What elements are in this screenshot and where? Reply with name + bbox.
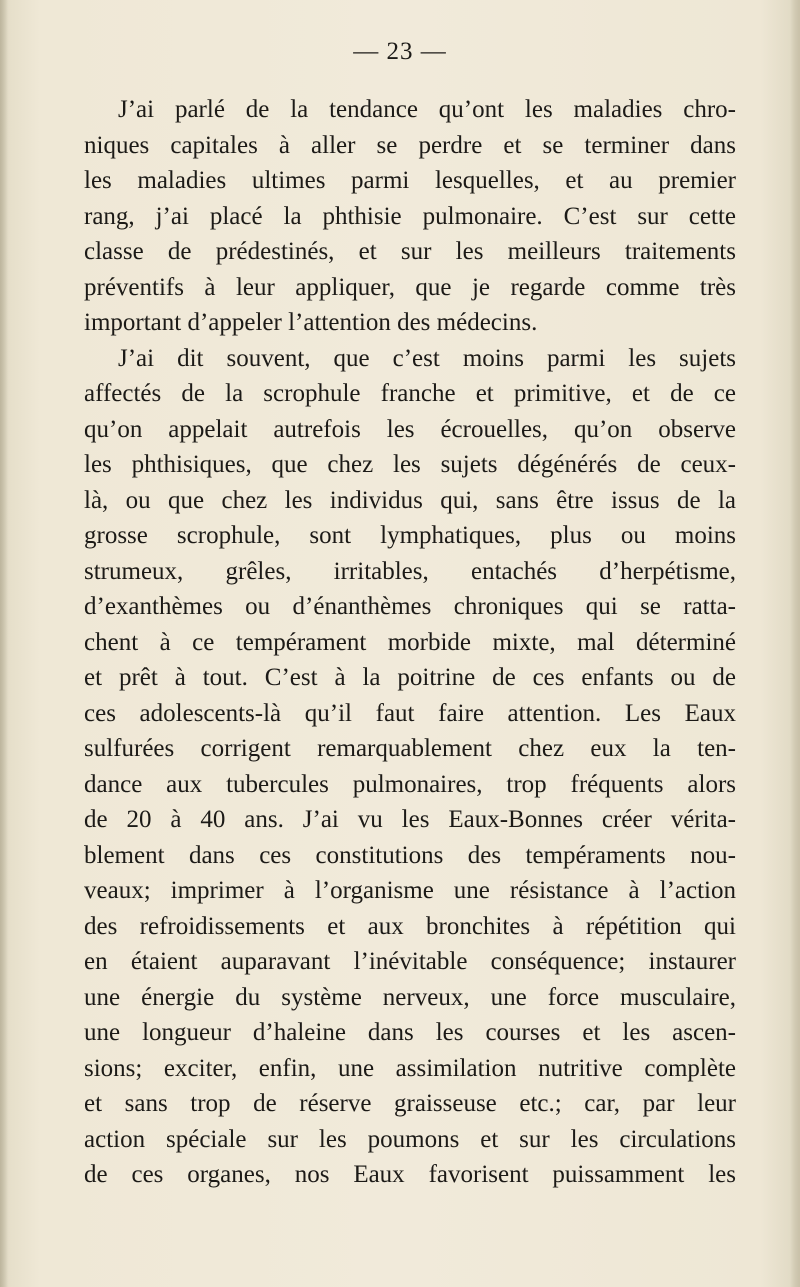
text-line: et prêt à tout. C’est à la poitrine de ces enfants ou de	[84, 664, 736, 691]
text-line: rang, j’ai placé la phthisie pulmonaire. C’est sur cette	[84, 202, 736, 230]
text-line: grosse scrophule, sont lymphatiques, plus ou moins	[84, 522, 736, 549]
text-line: là, ou que chez les individus qui, sans être issus de la	[84, 486, 736, 514]
text-line: en étaient auparavant l’inévitable conséquence; instaurer	[84, 948, 736, 975]
body-text	[84, 92, 736, 1193]
text-line: dance aux tubercules pulmonaires, trop fréquents alors	[84, 770, 736, 798]
text-line: les phthisiques, que chez les sujets dégénérés de ceux-	[84, 451, 736, 478]
page-edge-right	[790, 0, 800, 1287]
text-line: action spéciale sur les poumons et sur les circulations	[84, 1125, 736, 1153]
text-line: strumeux, grêles, irritables, entachés d’herpétisme,	[84, 557, 736, 585]
text-line: sulfurées corrigent remarquablement chez eux la ten-	[84, 735, 736, 762]
page-number: — 23 —	[353, 38, 447, 65]
text-line: sions; exciter, enfin, une assimilation nutritive complète	[84, 1054, 736, 1082]
text-line: chent à ce tempérament morbide mixte, mal déterminé	[84, 628, 736, 656]
text-line: niques capitales à aller se perdre et se terminer dans	[84, 131, 736, 159]
text-line: une longueur d’haleine dans les courses et les ascen-	[84, 1019, 736, 1046]
text-line: J’ai parlé de la tendance qu’ont les maladies chro-	[118, 96, 736, 123]
page-edge-left	[0, 0, 8, 1287]
text-line: affectés de la scrophule franche et primitive, et de ce	[84, 380, 736, 407]
text-line: veaux; imprimer à l’organisme une résistance à l’action	[84, 877, 736, 904]
text-line: préventifs à leur appliquer, que je regarde comme très	[84, 273, 736, 301]
text-line: blement dans ces constitutions des tempéraments nou-	[84, 841, 736, 869]
text-line: J’ai dit souvent, que c’est moins parmi les sujets	[118, 344, 736, 372]
text-line: les maladies ultimes parmi lesquelles, et au premier	[84, 167, 736, 194]
text-line: de 20 à 40 ans. J’ai vu les Eaux-Bonnes créer vérita-	[84, 806, 736, 833]
text-line: une énergie du système nerveux, une force musculaire,	[84, 983, 736, 1011]
text-line: important d’appeler l’attention des médecins.	[84, 309, 538, 336]
text-line: classe de prédestinés, et sur les meilleurs traitements	[84, 238, 736, 265]
text-line: des refroidissements et aux bronchites à répétition qui	[84, 912, 736, 940]
text-line: ces adolescents-là qu’il faut faire attention. Les Eaux	[84, 699, 736, 727]
text-line: d’exanthèmes ou d’énanthèmes chroniques qui se ratta-	[84, 593, 736, 620]
text-line: et sans trop de réserve graisseuse etc.; car, par leur	[84, 1090, 736, 1117]
text-line: qu’on appelait autrefois les écrouelles, qu’on observe	[84, 415, 736, 443]
text-line: de ces organes, nos Eaux favorisent puissamment les	[84, 1161, 736, 1188]
